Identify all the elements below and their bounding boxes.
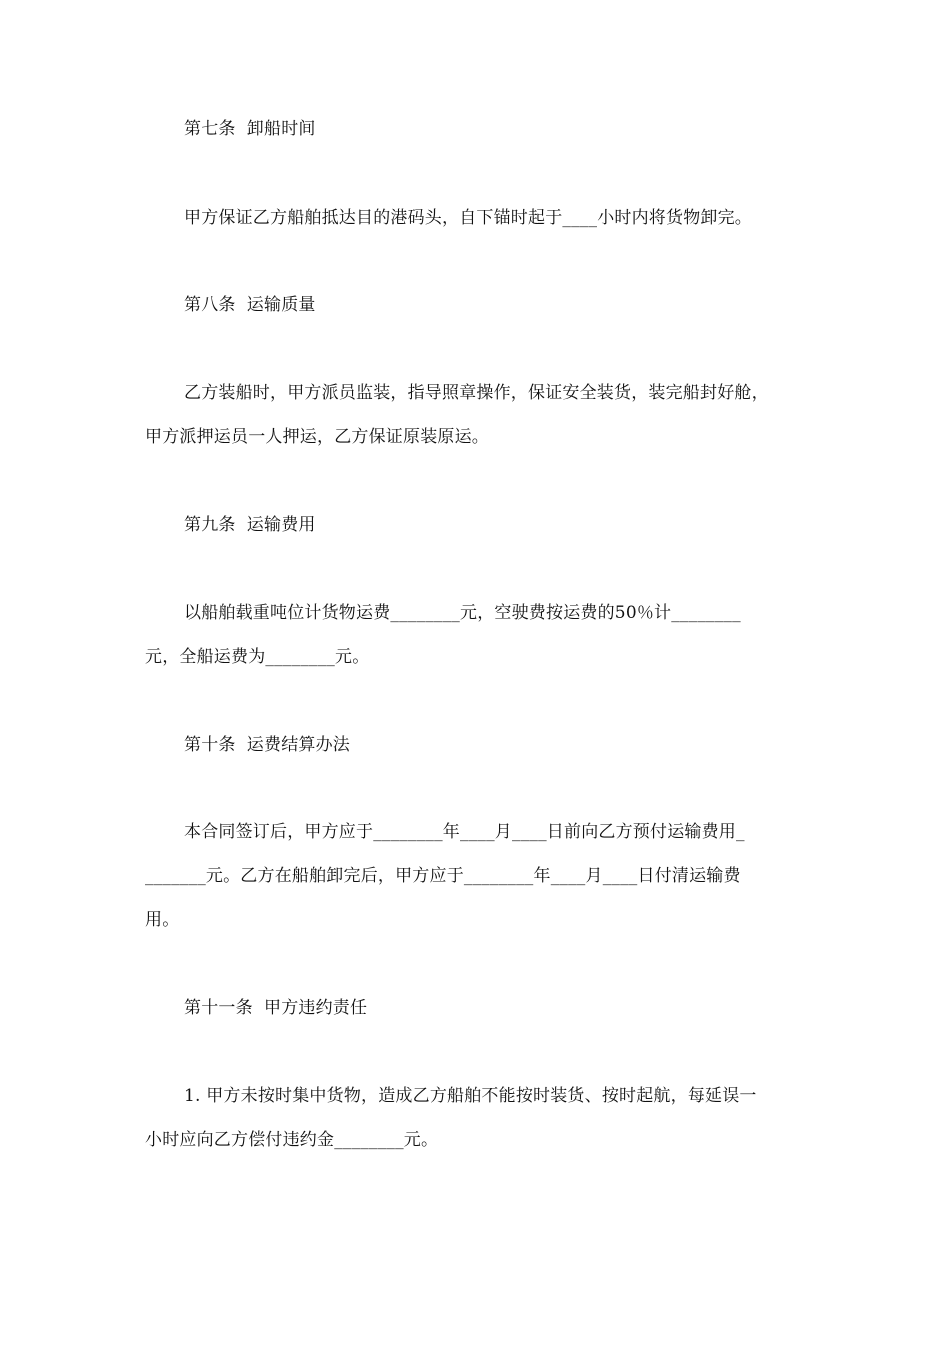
article-9-text-line-1: 以船舶载重吨位计货物运费________元，空驶费按运费的50％计________ xyxy=(184,603,741,623)
article-9-text-line-2: 元，全船运费为________元。 xyxy=(145,647,370,667)
article-10-text-line-3: 用。 xyxy=(145,910,180,930)
article-8-text-line-2: 甲方派押运员一人押运，乙方保证原装原运。 xyxy=(145,427,489,447)
article-7-heading: 第七条 卸船时间 xyxy=(184,119,316,139)
article-9-heading: 第九条 运输费用 xyxy=(184,515,316,535)
article-10-text-line-2: _______元。乙方在船舶卸完后，甲方应于________年____月____日付清运输费 xyxy=(145,866,741,886)
article-10-heading: 第十条 运费结算办法 xyxy=(184,735,351,755)
article-8-heading: 第八条 运输质量 xyxy=(184,295,316,315)
article-7-text-line-1: 甲方保证乙方船舶抵达目的港码头，自下锚时起于____小时内将货物卸完。 xyxy=(184,208,752,228)
article-8-text-line-1: 乙方装船时，甲方派员监装，指导照章操作，保证安全装货，装完船封好舱， xyxy=(184,383,769,403)
article-11-text-line-2: 小时应向乙方偿付违约金________元。 xyxy=(145,1130,439,1150)
article-10-text-line-1: 本合同签订后，甲方应于________年____月____日前向乙方预付运输费用_ xyxy=(184,822,745,842)
article-11-heading: 第十一条 甲方违约责任 xyxy=(184,998,368,1018)
article-11-text-line-1: 1. 甲方未按时集中货物，造成乙方船舶不能按时装货、按时起航，每延误一 xyxy=(184,1086,757,1106)
